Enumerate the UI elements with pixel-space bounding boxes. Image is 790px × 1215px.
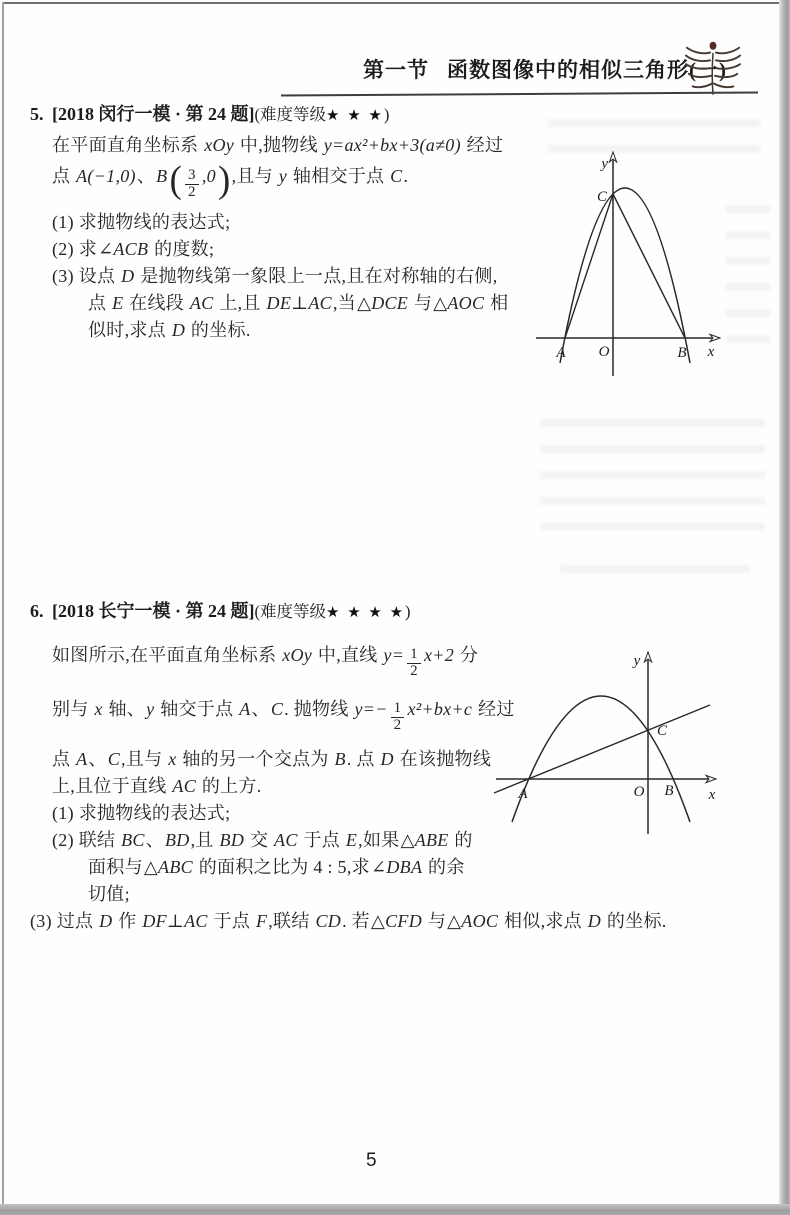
math-run: AC bbox=[274, 830, 298, 850]
label-y: y bbox=[633, 653, 641, 669]
problem6-subquestion-2 bbox=[52, 827, 473, 854]
problem5-line bbox=[88, 317, 251, 344]
text-run: 的度数; bbox=[149, 239, 215, 259]
problem-source: [2018 长宁一模 · 第 24 题] bbox=[52, 601, 255, 621]
publisher-logo-icon bbox=[684, 38, 742, 100]
math-run: CD bbox=[315, 911, 342, 931]
math-run: y= bbox=[383, 645, 405, 665]
math-run: ∠ACB bbox=[98, 239, 149, 259]
page-number: 5 bbox=[366, 1150, 377, 1171]
math-run: A(−1,0) bbox=[76, 166, 136, 186]
text-run: 相 bbox=[485, 293, 509, 313]
math-run: C bbox=[107, 749, 121, 769]
text-run: 别与 bbox=[52, 699, 94, 719]
text-run: 与 bbox=[423, 911, 447, 931]
text-run: 轴相交于点 bbox=[288, 166, 390, 186]
math-run: F bbox=[255, 911, 268, 931]
fraction-numerator: 1 bbox=[393, 699, 402, 716]
math-run: BD bbox=[219, 830, 245, 850]
problem6-line bbox=[52, 746, 491, 773]
text-run: (3) 过点 bbox=[30, 911, 99, 931]
problem5-subquestion-1 bbox=[52, 209, 230, 236]
problem-number: 5. bbox=[30, 104, 44, 124]
math-run: △DCE bbox=[357, 293, 409, 313]
page-edge-bottom bbox=[0, 1204, 790, 1215]
text-run: 相似,求点 bbox=[499, 911, 587, 931]
math-run: xOy bbox=[204, 135, 235, 155]
section-number: 第一节 bbox=[363, 58, 429, 82]
parabola-curve bbox=[560, 188, 690, 363]
text-run: ,且与 bbox=[121, 749, 168, 769]
problem5-line bbox=[52, 158, 409, 201]
difficulty-close: ) bbox=[405, 602, 411, 621]
text-run: 轴、 bbox=[103, 699, 146, 719]
text-run: 作 bbox=[113, 911, 142, 931]
text-run: 的坐标. bbox=[186, 320, 251, 340]
text-run: 点 bbox=[88, 293, 112, 313]
math-run: D bbox=[99, 911, 113, 931]
text-run: 、 bbox=[145, 830, 165, 850]
math-run: x²+bx+c bbox=[407, 699, 473, 719]
text-run: (2) 求 bbox=[52, 239, 97, 259]
math-run: △CFD bbox=[370, 911, 423, 931]
text-run: 点 bbox=[52, 166, 76, 186]
text-run: 轴的另一个交点为 bbox=[177, 749, 334, 769]
label-B: B bbox=[664, 783, 674, 799]
problem5-subquestion-2 bbox=[52, 236, 214, 263]
text-run: 在该抛物线 bbox=[394, 749, 492, 769]
text-run: (1) 求抛物线的表达式; bbox=[52, 212, 231, 232]
text-run: ,如果 bbox=[358, 830, 400, 850]
label-B: B bbox=[677, 345, 687, 361]
text-run: 的坐标. bbox=[602, 911, 667, 931]
text-run: . 点 bbox=[346, 749, 380, 769]
math-run: y=ax²+bx+3(a≠0) bbox=[323, 135, 461, 155]
parabola-curve bbox=[512, 696, 690, 822]
text-run: (2) 联结 bbox=[52, 830, 121, 850]
math-run: △AOC bbox=[447, 911, 499, 931]
text-run: 在线段 bbox=[124, 293, 189, 313]
text-run: . bbox=[403, 166, 409, 186]
text-run: 切值; bbox=[88, 884, 130, 904]
text-run: 、 bbox=[136, 166, 156, 186]
math-run: △ABC bbox=[143, 857, 193, 877]
difficulty-stars: ★ ★ ★ bbox=[326, 108, 384, 124]
math-run: C bbox=[390, 166, 403, 186]
text-run: 于点 bbox=[208, 911, 255, 931]
text-run: 于点 bbox=[298, 830, 345, 850]
math-run: xOy bbox=[282, 645, 313, 665]
fraction-numerator: 3 bbox=[188, 166, 196, 183]
label-O: O bbox=[598, 344, 610, 360]
problem6-title bbox=[30, 597, 411, 623]
math-run: y=− bbox=[354, 699, 388, 719]
fraction bbox=[407, 647, 421, 680]
text-run: ,且 bbox=[190, 830, 219, 850]
text-run: 面积与 bbox=[88, 857, 143, 877]
text-run: 经过 bbox=[473, 699, 515, 719]
math-run: DE⊥AC bbox=[266, 293, 332, 313]
label-C: C bbox=[596, 189, 607, 205]
text-run: ,当 bbox=[332, 293, 357, 313]
triangle-chords-AC-CB bbox=[565, 194, 685, 338]
difficulty-close: ) bbox=[383, 105, 390, 124]
math-run: D bbox=[380, 749, 394, 769]
difficulty-label: (难度等级 bbox=[254, 105, 326, 124]
text-run: 与 bbox=[409, 293, 433, 313]
logo-dot bbox=[710, 42, 717, 50]
text-run: ,且与 bbox=[231, 166, 278, 186]
math-run: x bbox=[168, 749, 177, 769]
text-run: . 若 bbox=[342, 911, 370, 931]
difficulty-label: (难度等级 bbox=[254, 602, 326, 621]
problem6-figure bbox=[490, 646, 725, 841]
section-title: 函数图像中的相似三角形(一) bbox=[447, 58, 727, 82]
text-run: 是抛物线第一象限上一点,且在对称轴的右侧, bbox=[135, 266, 498, 286]
problem-number: 6. bbox=[30, 601, 44, 621]
text-run: 的 bbox=[449, 830, 473, 850]
fraction bbox=[185, 168, 199, 201]
text-run: 上,且 bbox=[214, 293, 266, 313]
label-x: x bbox=[707, 344, 715, 360]
text-run: 在平面直角坐标系 bbox=[52, 135, 204, 155]
fraction-denominator: 2 bbox=[391, 717, 405, 734]
section-header bbox=[363, 54, 727, 84]
math-run: B bbox=[156, 166, 168, 186]
big-paren-icon: ( bbox=[169, 158, 183, 201]
math-run: E bbox=[112, 293, 124, 313]
text-run: 中,抛物线 bbox=[235, 135, 323, 155]
math-run: ∠DBA bbox=[370, 857, 423, 877]
fraction-denominator: 2 bbox=[407, 663, 421, 680]
problem6-line bbox=[52, 696, 515, 734]
math-run: ,0 bbox=[201, 166, 216, 186]
label-x: x bbox=[708, 787, 716, 803]
text-run: 的上方. bbox=[197, 776, 262, 796]
label-y: y bbox=[601, 156, 608, 172]
math-run: D bbox=[121, 266, 135, 286]
problem5-line bbox=[52, 132, 503, 159]
text-run: (1) 求抛物线的表达式; bbox=[52, 803, 231, 823]
math-run: AC bbox=[189, 293, 214, 313]
problem6-line bbox=[52, 773, 262, 800]
text-run: 交 bbox=[245, 830, 274, 850]
text-run: . 抛物线 bbox=[284, 699, 354, 719]
difficulty-stars: ★ ★ ★ ★ bbox=[326, 605, 406, 621]
math-run: BD bbox=[165, 830, 190, 850]
text-run: 、 bbox=[251, 699, 270, 719]
fraction bbox=[391, 701, 405, 734]
math-run: A bbox=[239, 699, 251, 719]
label-A: A bbox=[518, 786, 528, 802]
math-run: x bbox=[94, 699, 103, 719]
math-run: y bbox=[146, 699, 155, 719]
text-run: ,联结 bbox=[268, 911, 315, 931]
math-run: A bbox=[76, 749, 88, 769]
text-run: 如图所示,在平面直角坐标系 bbox=[52, 645, 282, 665]
label-O: O bbox=[633, 784, 645, 800]
text-run: 上,且位于直线 bbox=[52, 776, 172, 796]
math-run: △ABE bbox=[400, 830, 449, 850]
problem6-line bbox=[88, 854, 465, 881]
problem5-line bbox=[88, 290, 508, 317]
problem5-figure bbox=[528, 146, 723, 381]
text-run: 分 bbox=[455, 645, 479, 665]
text-run: 轴交于点 bbox=[155, 699, 239, 719]
math-run: D bbox=[171, 320, 186, 340]
text-run: 点 bbox=[52, 749, 76, 769]
page-edge-left bbox=[2, 2, 4, 1207]
text-run: 的余 bbox=[423, 857, 465, 877]
problem5-subquestion-3 bbox=[52, 263, 498, 290]
line-AC bbox=[494, 705, 710, 793]
text-run: 、 bbox=[88, 749, 107, 769]
page-edge-top bbox=[2, 2, 779, 4]
problem-source: [2018 闵行一模 · 第 24 题] bbox=[52, 104, 255, 124]
math-run: BC bbox=[121, 830, 145, 850]
math-run: AC bbox=[172, 776, 197, 796]
text-run: 似时,求点 bbox=[88, 320, 171, 340]
text-run: (3) 设点 bbox=[52, 266, 121, 286]
fraction-numerator: 1 bbox=[410, 645, 418, 662]
problem6-line bbox=[88, 881, 130, 908]
math-run: D bbox=[587, 911, 602, 931]
math-run: E bbox=[345, 830, 358, 850]
big-paren-icon: ) bbox=[217, 158, 231, 201]
math-run: △AOC bbox=[433, 293, 485, 313]
label-C: C bbox=[656, 723, 668, 739]
problem6-subquestion-3 bbox=[30, 908, 667, 935]
text-run: 中,直线 bbox=[313, 645, 383, 665]
text-run: 经过 bbox=[461, 135, 504, 155]
math-run: DF⊥AC bbox=[142, 911, 208, 931]
page-edge-right bbox=[779, 0, 790, 1215]
math-run: C bbox=[270, 699, 284, 719]
math-run: B bbox=[334, 749, 346, 769]
problem5-title bbox=[30, 100, 389, 126]
math-run: x+2 bbox=[423, 645, 455, 665]
text-run: 的面积之比为 4 : 5,求 bbox=[193, 857, 370, 877]
label-A: A bbox=[556, 345, 566, 361]
problem6-subquestion-1 bbox=[52, 800, 230, 827]
fraction-denominator: 2 bbox=[185, 184, 199, 201]
problem6-line bbox=[52, 642, 478, 680]
math-run: y bbox=[278, 166, 288, 186]
